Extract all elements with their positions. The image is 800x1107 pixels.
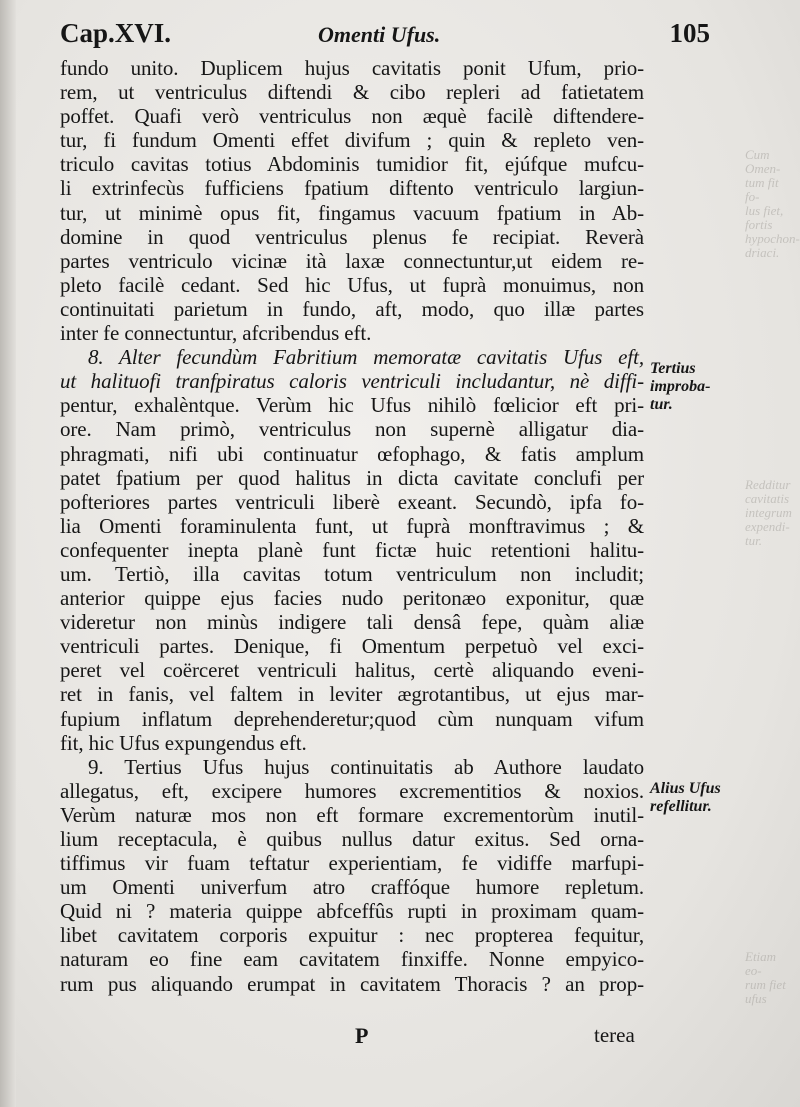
bleed-line: Etiam eo- — [745, 949, 777, 978]
text-line: rum pus aliquando erumpat in cavitatem Thoracis ? an prop- — [60, 971, 644, 996]
bleed-line: lus fiet, fortis — [745, 203, 784, 232]
catchword: terea — [594, 1023, 635, 1047]
text-line: poffet. Quafi verò ventriculus non æquè facilè diftendere- — [60, 104, 644, 129]
text-line: ut halituofi tranfpiratus caloris ventriculi includantur, nè diffi- — [60, 369, 644, 394]
text-line: anterior quippe ejus facies nudo peritonæo exponitur, quæ — [60, 586, 644, 611]
text-line: videretur non minùs indigere tali densâ fepe, quàm aliæ — [60, 610, 644, 635]
text-line: tur, fi fundum Omenti effet divifum ; quin & repleto ven- — [60, 128, 644, 153]
text-line: Verùm naturæ mos non eft formare excrementorùm inutil- — [60, 802, 644, 827]
text-line: fupium inflatum deprehenderetur;quod cùm nunquam vifum — [60, 706, 644, 731]
bleed-through-note-2 — [745, 478, 795, 548]
text-line: pleto facilè cedant. Sed hic Ufus, ut fuprà monuimus, non — [60, 272, 644, 297]
signature-mark: P — [355, 1023, 369, 1048]
text-line: peret vel coërceret ventriculi halitus, certè aliquando eveni- — [60, 658, 644, 683]
text-line: partes ventriculo vicinæ ità laxæ connectuntur,ut eidem re- — [60, 248, 644, 273]
text-line: phragmati, nifi ubi continuatur œfophago, & fatis amplum — [60, 441, 644, 466]
text-line: ventriculi partes. Denique, fi Omentum perpetuò vel exci- — [60, 634, 644, 659]
text-line: allegatus, eft, excipere humores excrementitios & noxios. — [60, 778, 644, 803]
text-line: domine in quod ventriculus plenus fe recipiat. Reverà — [60, 224, 644, 249]
binding-gutter — [0, 0, 16, 1107]
bleed-line: ufus — [745, 991, 767, 1006]
margin-note-line: tur. — [650, 396, 673, 413]
bleed-line: rum fiet — [745, 977, 786, 992]
bleed-line: driaci. — [745, 245, 780, 260]
body-text — [60, 56, 644, 996]
bleed-line: expendi- — [745, 519, 790, 534]
text-line: tiffimus vir fuam teftatur experientiam, fe vidiffe marfupi- — [60, 851, 644, 876]
text-line: ret in fanis, vel faltem in leviter ægrotantibus, ut ejus mar- — [60, 682, 644, 707]
bleed-line: Redditur — [745, 477, 791, 492]
bleed-through-note-1 — [745, 147, 800, 260]
text-line: naturam eo fine eam cavitatem finxiffe. Nonne empyico- — [60, 947, 644, 972]
text-line: ore. Nam primò, ventriculus non supernè alligatur dia- — [60, 417, 644, 442]
text-line: fundo unito. Duplicem hujus cavitatis ponit Ufum, prio- — [60, 56, 644, 80]
margin-note-line: improba- — [650, 378, 711, 395]
text-line: li extrinfecùs fufficiens fpatium diftento ventriculo largiun- — [60, 176, 644, 201]
bleed-line: integrum — [745, 505, 792, 520]
bleed-line: tur. — [745, 533, 762, 548]
text-line: fit, hic Ufus expungendus eft. — [60, 730, 307, 755]
text-line: libet cavitatem corporis expuitur : nec propterea fequitur, — [60, 923, 644, 948]
paragraph-9-start: 9. Tertius Ufus hujus continuitatis ab Authore laudato — [88, 754, 644, 779]
text-line: lia Omenti foraminulenta funt, ut fuprà monftravimus ; & — [60, 513, 644, 538]
text-line: um. Tertiò, illa cavitas totum ventriculum non includit; — [60, 561, 644, 586]
margin-note-line: Alius Ufus — [650, 780, 721, 797]
margin-note-line: refellitur. — [650, 798, 712, 815]
running-head — [60, 18, 710, 52]
margin-note-alius — [650, 780, 790, 816]
bleed-line: cavitatis — [745, 491, 790, 506]
text-line: tur, ut minimè opus fit, fingamus vacuum fpatium in Ab- — [60, 200, 644, 225]
text-line: continuitati parietum in fundo, aft, modo, quo illæ partes — [60, 296, 644, 321]
chapter-label: Cap.XVI. — [60, 18, 172, 48]
text-line: triculo cavitas totius Abdominis tumidior fit, ejúfque mufcu- — [60, 152, 644, 177]
text-line: Quid ni ? materia quippe abfceffûs rupti in proximam quam- — [60, 899, 644, 924]
text-line: confequenter inepta planè funt fictæ huic retentioni halitu- — [60, 537, 644, 562]
margin-note-tertius — [650, 360, 790, 414]
text-line: lium receptacula, è quibus nullus datur exitus. Sed orna- — [60, 827, 644, 851]
text-line: rem, ut ventriculus diftendi & cibo repleri ad fatietatem — [60, 80, 644, 105]
bleed-line: hypochon- — [745, 231, 800, 246]
running-title: Omenti Ufus. — [318, 22, 441, 47]
bleed-line: Cum Omen- — [745, 147, 781, 176]
margin-note-line: Tertius — [650, 360, 696, 377]
text-line: inter fe connectuntur, afcribendus eft. — [60, 321, 372, 346]
text-line: um Omenti univerfum atro craffóque humore repletum. — [60, 875, 644, 900]
bleed-through-note-3 — [745, 950, 795, 1006]
text-line: patet fpatium per quod halitus in dicta cavitate conclufi per — [60, 465, 644, 490]
paragraph-8-start: 8. Alter fecundùm Fabritium memoratæ cavitatis Ufus eft, — [88, 345, 644, 370]
text-line: pentur, exhalèntque. Verùm hic Ufus nihilò fœlicior eft pri- — [60, 393, 644, 418]
page-number: 105 — [669, 18, 710, 48]
bleed-line: tum fit fo- — [745, 175, 779, 204]
text-line: pofteriores partes ventriculi liberè exeant. Secundò, ipfa fo- — [60, 489, 644, 514]
